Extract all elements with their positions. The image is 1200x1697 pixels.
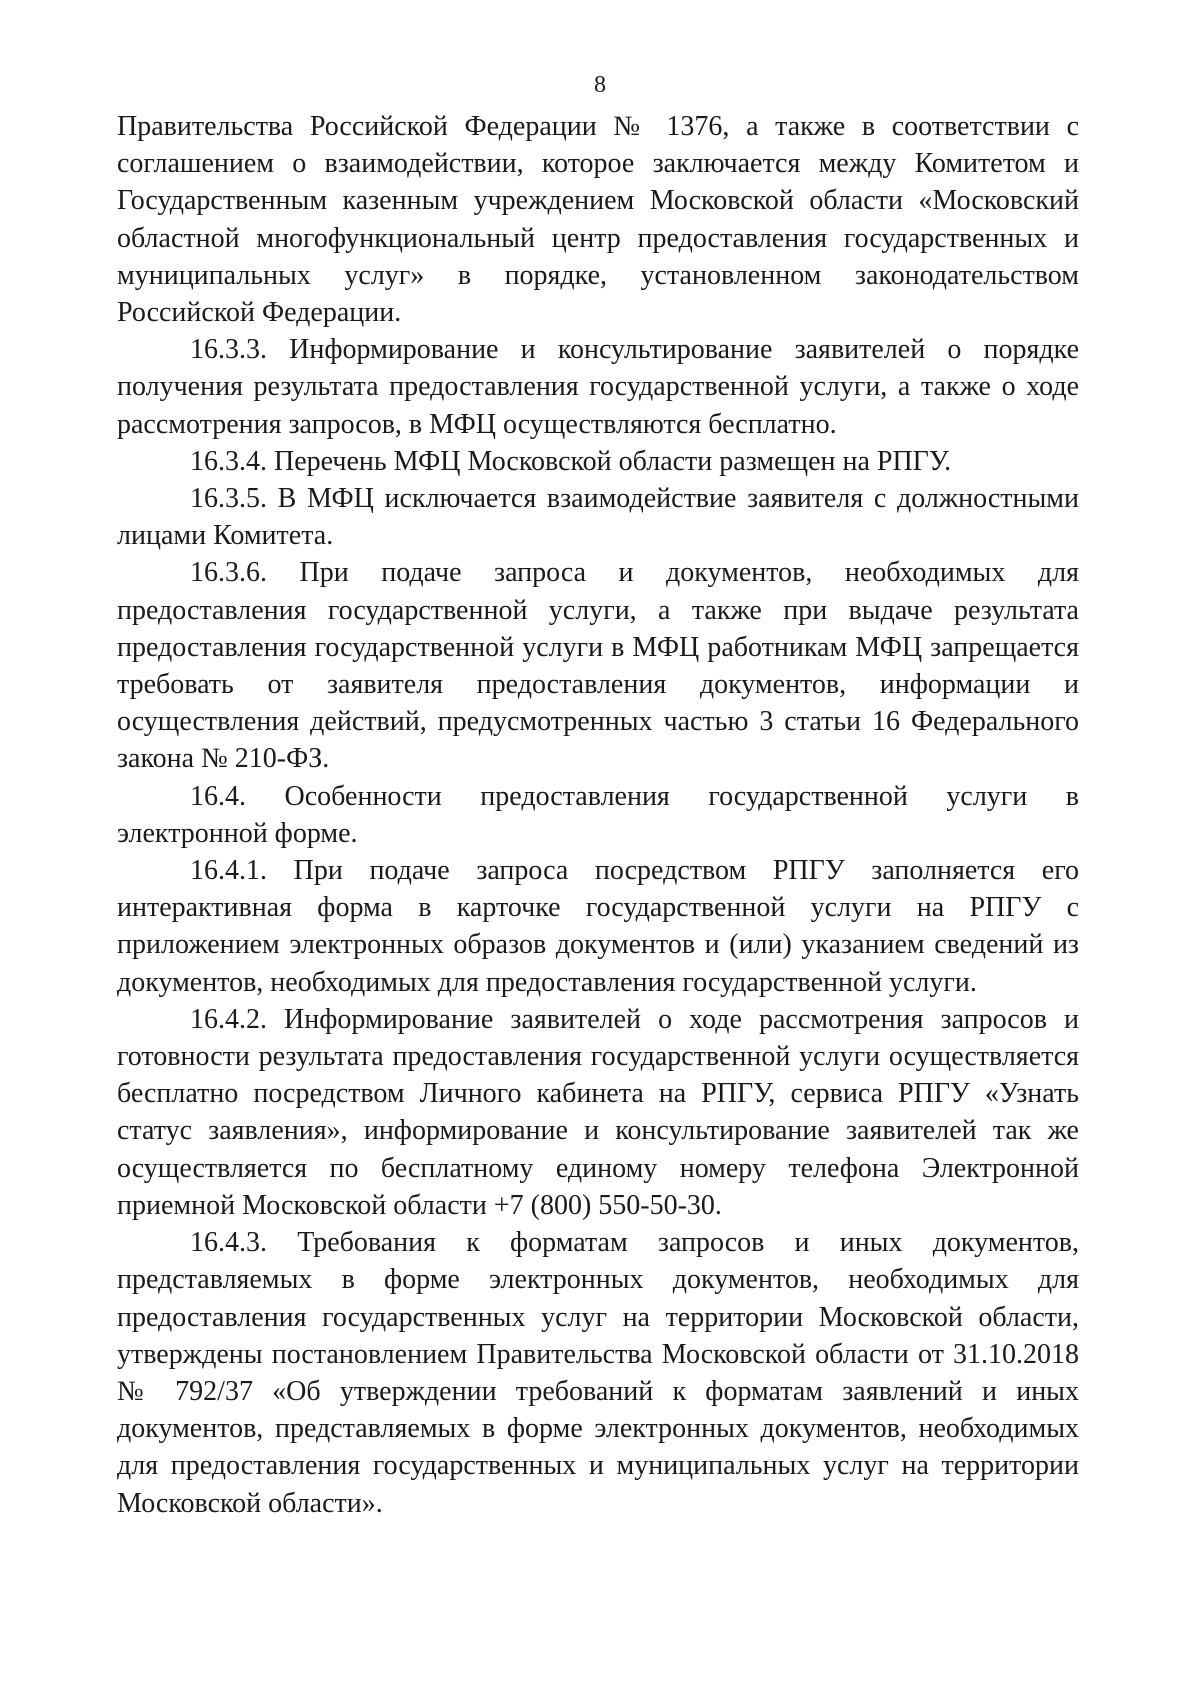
paragraph-16-3-5: 16.3.5. В МФЦ исключается взаимодействие заявителя с должностными лицами Комитета. [117,483,1079,552]
paragraph-16-3-4: 16.3.4. Перечень МФЦ Московской области размещен на РПГУ. [190,445,952,477]
paragraph-16-4-1: 16.4.1. При подаче запроса посредством РПГУ заполняется его интерактивная форма в карточке государственной услуги на РПГУ с приложением электронных образов документов и (или) указанием сведений из документов, необходимых для предоставления государственной услуги. [117,855,1079,998]
paragraph-continuation: Правительства Российской Федерации № 1376, а также в соответствии с соглашением о взаимодействии, которое заключается между Комитетом и Государственным казенным учреждением Московской области «Московский областной многофункциональный центр предоставления государственных и муниципальных услуг» в порядке, установленном законодательством Российской Федерации. [117,111,1079,329]
paragraph-16-3-6: 16.3.6. При подаче запроса и документов, необходимых для предоставления государственной услуги, а также при выдаче результата предоставления государственной услуги в МФЦ работникам МФЦ запрещается требовать от заявителя предоставления документов, информации и осуществления действий, предусмотренных частью 3 статьи 16 Федерального закона № 210-ФЗ. [117,557,1079,775]
paragraph-16-3-3: 16.3.3. Информирование и консультирование заявителей о порядке получения результата предоставления государственной услуги, а также о ходе рассмотрения запросов, в МФЦ осуществляются бесплатно. [117,334,1079,440]
paragraph-16-4-2: 16.4.2. Информирование заявителей о ходе рассмотрения запросов и готовности результата предоставления государственной услуги осуществляется бесплатно посредством Личного кабинета на РПГУ, сервиса РПГУ «Узнать статус заявления», информирование и консультирование заявителей так же осуществляется по бесплатному единому номеру телефона Электронной приемной Московской области +7 (800) 550-50-30. [117,1003,1079,1221]
document-body [117,108,1079,1522]
page-number: 8 [594,72,606,98]
paragraph-16-4-3: 16.4.3. Требования к форматам запросов и иных документов, представляемых в форме электронных документов, необходимых для предоставления государственных услуг на территории Московской области, утверждены постановлением Правительства Московской области от 31.10.2018 № 792/37 «Об утверждении требований к форматам заявлений и иных документов, представляемых в форме электронных документов, необходимых для предоставления государственных и муниципальных услуг на территории Московской области». [117,1227,1079,1519]
paragraph-16-4: 16.4. Особенности предоставления государственной услуги в электронной форме. [117,780,1079,849]
